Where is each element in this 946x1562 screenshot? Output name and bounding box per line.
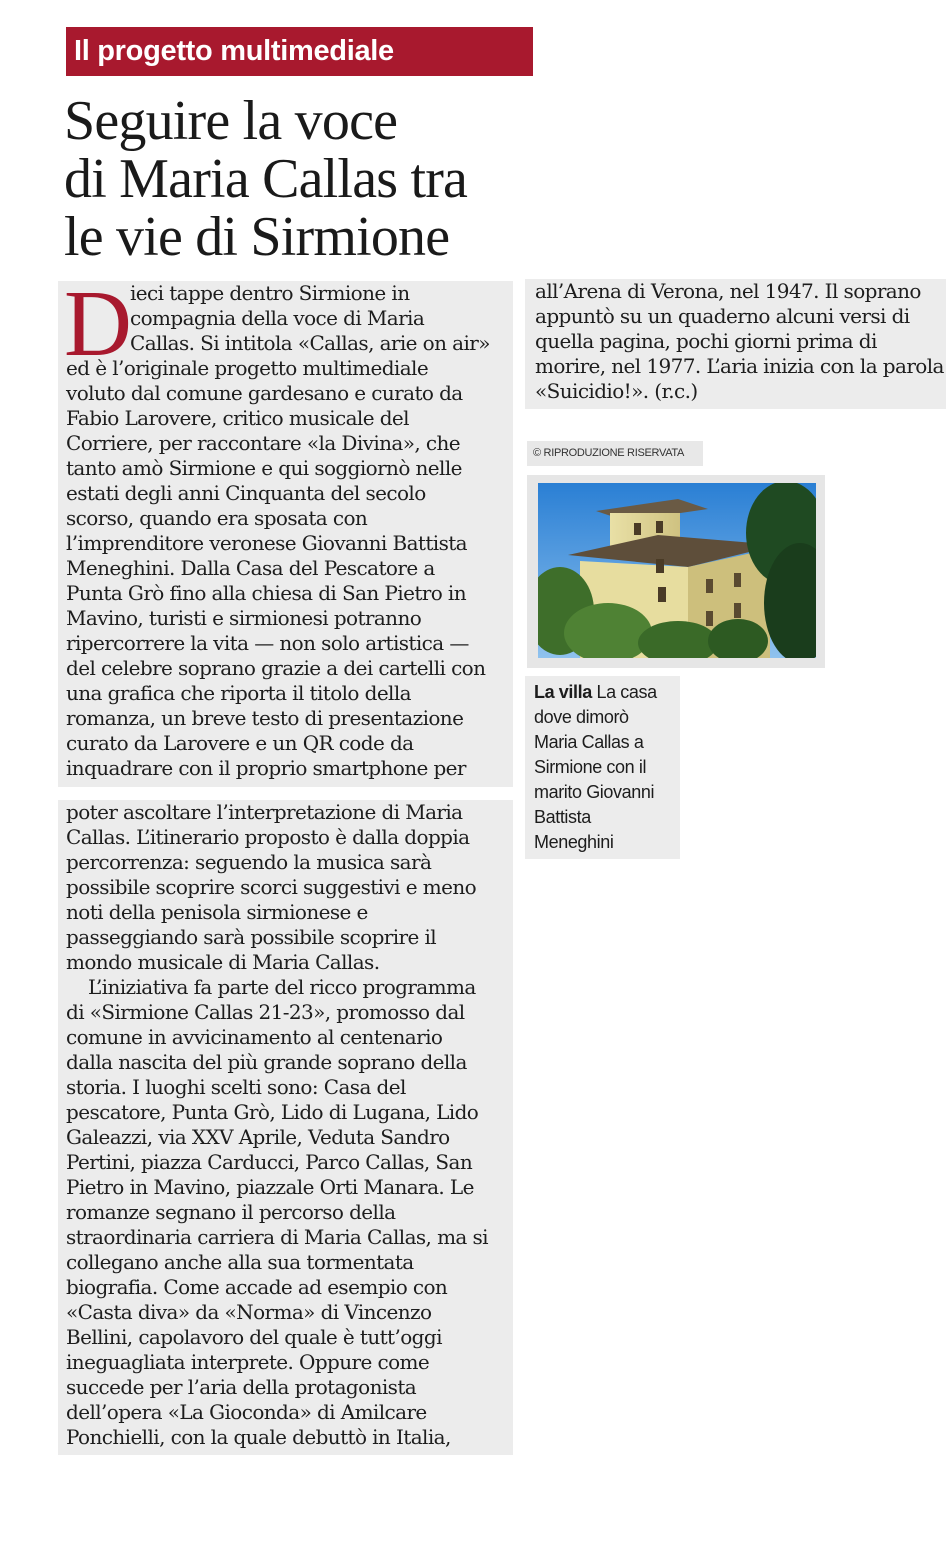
body-line: Punta Grò fino alla chiesa di San Pietro in bbox=[66, 581, 466, 605]
body-line: ripercorrere la vita — non solo artistica — bbox=[66, 631, 469, 655]
headline-line: di Maria Callas tra bbox=[64, 148, 468, 210]
body-column-3 bbox=[525, 279, 946, 409]
body-line: percorrenza: seguendo la musica sarà bbox=[66, 850, 432, 874]
caption-line: Sirmione con il bbox=[534, 757, 647, 777]
body-line: succede per l’aria della protagonista bbox=[66, 1375, 417, 1399]
body-line: Galeazzi, via XXV Aprile, Veduta Sandro bbox=[66, 1125, 450, 1149]
headline-line: le vie di Sirmione bbox=[64, 206, 450, 268]
body-line: collegano anche alla sua tormentata bbox=[66, 1250, 414, 1274]
body-line: quella pagina, pochi giorni prima di bbox=[535, 329, 877, 353]
body-line: scorso, quando era sposata con bbox=[66, 506, 368, 530]
body-line: dell’opera «La Gioconda» di Amilcare bbox=[66, 1400, 427, 1424]
body-line: storia. I luoghi scelti sono: Casa del bbox=[66, 1075, 406, 1099]
body-line: dalla nascita del più grande soprano della bbox=[66, 1050, 467, 1074]
body-column-1 bbox=[58, 272, 513, 787]
body-line: Mavino, turisti e sirmionesi potranno bbox=[66, 606, 422, 630]
body-line: straordinaria carriera di Maria Callas, ma si bbox=[66, 1225, 488, 1249]
body-line: romanze segnano il percorso della bbox=[66, 1200, 396, 1224]
body-line: «Casta diva» da «Norma» di Vincenzo bbox=[66, 1300, 432, 1324]
caption-line: Meneghini bbox=[534, 832, 614, 852]
body-line: Callas. Si intitola «Callas, arie on air» bbox=[130, 331, 490, 355]
body-line: Callas. L’itinerario proposto è dalla doppia bbox=[66, 825, 470, 849]
body-line: ieci tappe dentro Sirmione in bbox=[130, 281, 410, 305]
body-line: Meneghini. Dalla Casa del Pescatore a bbox=[66, 556, 435, 580]
body-line: compagnia della voce di Maria bbox=[130, 306, 425, 330]
body-line: di «Sirmione Callas 21-23», promosso dal bbox=[66, 1000, 465, 1024]
body-line: Ponchielli, con la quale debuttò in Italia, bbox=[66, 1425, 451, 1449]
caption-line: La casa bbox=[596, 682, 657, 702]
body-line: all’Arena di Verona, nel 1947. Il soprano bbox=[535, 279, 921, 303]
body-line: tanto amò Sirmione e qui soggiornò nelle bbox=[66, 456, 462, 480]
caption-line: marito Giovanni bbox=[534, 782, 655, 802]
body-line: curato da Larovere e un QR code da bbox=[66, 731, 414, 755]
body-line: l’imprenditore veronese Giovanni Battista bbox=[66, 531, 468, 555]
body-line: biografia. Come accade ad esempio con bbox=[66, 1275, 448, 1299]
body-line: ed è l’originale progetto multimediale bbox=[66, 356, 429, 380]
body-line: ineguagliata interprete. Oppure come bbox=[66, 1350, 430, 1374]
body-line: Corriere, per raccontare «la Divina», che bbox=[66, 431, 461, 455]
body-line: inquadrare con il proprio smartphone per bbox=[66, 756, 466, 780]
body-line: noti della penisola sirmionese e bbox=[66, 900, 368, 924]
body-line: Pertini, piazza Carducci, Parco Callas, San bbox=[66, 1150, 473, 1174]
caption-line: Battista bbox=[534, 807, 591, 827]
body-line: una grafica che riporta il titolo della bbox=[66, 681, 411, 705]
body-line: poter ascoltare l’interpretazione di Maria bbox=[66, 800, 463, 824]
caption-line: dove dimorò bbox=[534, 707, 629, 727]
body-line: voluto dal comune gardesano e curato da bbox=[66, 381, 463, 405]
body-line: L’iniziativa fa parte del ricco programma bbox=[88, 975, 476, 999]
body-line: Fabio Larovere, critico musicale del bbox=[66, 406, 409, 430]
copyright-notice: © RIPRODUZIONE RISERVATA bbox=[527, 441, 703, 466]
body-line: comune in avvicinamento al centenario bbox=[66, 1025, 443, 1049]
caption-lead: La villa bbox=[534, 682, 592, 702]
body-line: passeggiando sarà possibile scoprire il bbox=[66, 925, 437, 949]
body-line: morire, nel 1977. L’aria inizia con la parola bbox=[535, 354, 944, 378]
body-line: «Suicidio!». (r.c.) bbox=[535, 379, 698, 403]
body-line: Pietro in Mavino, piazzale Orti Manara. Le bbox=[66, 1175, 474, 1199]
villa-photo bbox=[538, 483, 816, 658]
drop-cap: D bbox=[64, 272, 132, 376]
body-line: estati degli anni Cinquanta del secolo bbox=[66, 481, 426, 505]
caption-line: Maria Callas a bbox=[534, 732, 644, 752]
headline-line: Seguire la voce bbox=[64, 90, 398, 152]
body-line: pescatore, Punta Grò, Lido di Lugana, Lido bbox=[66, 1100, 479, 1124]
headline bbox=[64, 92, 534, 266]
body-line: Bellini, capolavoro del quale è tutt’oggi bbox=[66, 1325, 442, 1349]
body-line: romanza, un breve testo di presentazione bbox=[66, 706, 464, 730]
body-line: del celebre soprano grazie a dei cartelli con bbox=[66, 656, 486, 680]
section-kicker: Il progetto multimediale bbox=[66, 27, 533, 76]
body-line: possibile scoprire scorci suggestivi e meno bbox=[66, 875, 477, 899]
photo-caption bbox=[525, 676, 680, 859]
body-line: mondo musicale di Maria Callas. bbox=[66, 950, 380, 974]
body-line: appuntò su un quaderno alcuni versi di bbox=[535, 304, 910, 328]
body-column-2 bbox=[58, 800, 513, 1455]
